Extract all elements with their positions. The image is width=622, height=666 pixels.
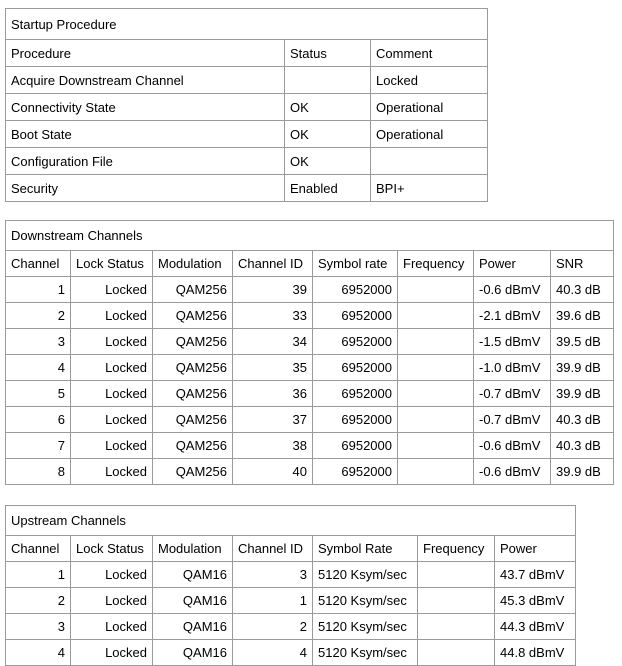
upstream-cell-channel: 1: [6, 562, 71, 588]
upstream-header-lock-status: Lock Status: [71, 536, 153, 562]
startup-table-title: Startup Procedure: [6, 9, 488, 40]
upstream-header-symbol-rate: Symbol Rate: [313, 536, 418, 562]
downstream-header-power: Power: [474, 251, 551, 277]
startup-procedure-table: [5, 8, 488, 202]
startup-header-row: [6, 40, 488, 67]
downstream-cell-channel-id: 34: [233, 329, 313, 355]
downstream-cell-channel: 3: [6, 329, 71, 355]
downstream-cell-frequency: [398, 407, 474, 433]
upstream-header-power: Power: [495, 536, 576, 562]
startup-cell-status: OK: [285, 94, 371, 121]
table-row: [6, 381, 614, 407]
downstream-cell-symbol-rate: 6952000: [313, 329, 398, 355]
startup-cell-comment: Locked: [371, 67, 488, 94]
table-row: [6, 614, 576, 640]
downstream-cell-snr: 40.3 dB: [551, 277, 614, 303]
startup-cell-procedure: Acquire Downstream Channel: [6, 67, 285, 94]
downstream-cell-symbol-rate: 6952000: [313, 407, 398, 433]
upstream-cell-frequency: [418, 588, 495, 614]
upstream-header-modulation: Modulation: [153, 536, 233, 562]
startup-cell-status: OK: [285, 148, 371, 175]
downstream-cell-channel: 7: [6, 433, 71, 459]
downstream-cell-modulation: QAM256: [153, 277, 233, 303]
downstream-cell-channel: 8: [6, 459, 71, 485]
downstream-cell-lock-status: Locked: [71, 433, 153, 459]
upstream-table-title: Upstream Channels: [6, 506, 576, 536]
table-row: [6, 94, 488, 121]
upstream-cell-frequency: [418, 614, 495, 640]
upstream-header-channel: Channel: [6, 536, 71, 562]
startup-header-status: Status: [285, 40, 371, 67]
table-row: [6, 407, 614, 433]
startup-cell-comment: Operational: [371, 121, 488, 148]
upstream-title-row: [6, 506, 576, 536]
downstream-header-modulation: Modulation: [153, 251, 233, 277]
downstream-cell-channel-id: 33: [233, 303, 313, 329]
downstream-cell-snr: 39.9 dB: [551, 355, 614, 381]
downstream-cell-snr: 39.9 dB: [551, 459, 614, 485]
upstream-cell-power: 45.3 dBmV: [495, 588, 576, 614]
downstream-cell-symbol-rate: 6952000: [313, 381, 398, 407]
table-row: [6, 121, 488, 148]
upstream-cell-lock-status: Locked: [71, 640, 153, 666]
upstream-cell-modulation: QAM16: [153, 588, 233, 614]
downstream-header-channel-id: Channel ID: [233, 251, 313, 277]
upstream-cell-power: 43.7 dBmV: [495, 562, 576, 588]
startup-cell-procedure: Connectivity State: [6, 94, 285, 121]
upstream-cell-frequency: [418, 640, 495, 666]
upstream-cell-channel-id: 3: [233, 562, 313, 588]
downstream-cell-frequency: [398, 355, 474, 381]
upstream-header-frequency: Frequency: [418, 536, 495, 562]
table-row: [6, 303, 614, 329]
upstream-cell-channel: 3: [6, 614, 71, 640]
upstream-cell-frequency: [418, 562, 495, 588]
downstream-cell-snr: 40.3 dB: [551, 433, 614, 459]
table-row: [6, 588, 576, 614]
upstream-cell-lock-status: Locked: [71, 588, 153, 614]
downstream-header-row: [6, 251, 614, 277]
downstream-cell-channel: 6: [6, 407, 71, 433]
downstream-header-channel: Channel: [6, 251, 71, 277]
downstream-cell-frequency: [398, 329, 474, 355]
downstream-cell-channel-id: 40: [233, 459, 313, 485]
downstream-cell-power: -0.6 dBmV: [474, 433, 551, 459]
upstream-cell-modulation: QAM16: [153, 640, 233, 666]
downstream-cell-power: -2.1 dBmV: [474, 303, 551, 329]
upstream-cell-power: 44.3 dBmV: [495, 614, 576, 640]
startup-cell-status: [285, 67, 371, 94]
downstream-cell-lock-status: Locked: [71, 303, 153, 329]
downstream-cell-lock-status: Locked: [71, 355, 153, 381]
upstream-cell-lock-status: Locked: [71, 614, 153, 640]
startup-header-comment: Comment: [371, 40, 488, 67]
startup-cell-comment: BPI+: [371, 175, 488, 202]
section-gap: [5, 202, 622, 220]
downstream-table-title: Downstream Channels: [6, 221, 614, 251]
startup-title-row: [6, 9, 488, 40]
table-row: [6, 329, 614, 355]
downstream-cell-power: -0.7 dBmV: [474, 407, 551, 433]
downstream-cell-power: -1.5 dBmV: [474, 329, 551, 355]
downstream-cell-lock-status: Locked: [71, 459, 153, 485]
table-row: [6, 148, 488, 175]
startup-cell-procedure: Security: [6, 175, 285, 202]
table-row: [6, 562, 576, 588]
downstream-cell-lock-status: Locked: [71, 381, 153, 407]
downstream-cell-frequency: [398, 433, 474, 459]
startup-cell-status: Enabled: [285, 175, 371, 202]
downstream-cell-frequency: [398, 303, 474, 329]
downstream-cell-frequency: [398, 381, 474, 407]
table-row: [6, 459, 614, 485]
upstream-cell-modulation: QAM16: [153, 614, 233, 640]
downstream-header-snr: SNR: [551, 251, 614, 277]
upstream-cell-symbol-rate: 5120 Ksym/sec: [313, 588, 418, 614]
downstream-cell-channel-id: 37: [233, 407, 313, 433]
downstream-cell-power: -0.6 dBmV: [474, 277, 551, 303]
downstream-header-frequency: Frequency: [398, 251, 474, 277]
upstream-header-channel-id: Channel ID: [233, 536, 313, 562]
downstream-cell-frequency: [398, 459, 474, 485]
downstream-cell-channel-id: 39: [233, 277, 313, 303]
downstream-header-symbol-rate: Symbol rate: [313, 251, 398, 277]
table-row: [6, 175, 488, 202]
upstream-cell-channel-id: 1: [233, 588, 313, 614]
startup-cell-status: OK: [285, 121, 371, 148]
upstream-cell-modulation: QAM16: [153, 562, 233, 588]
downstream-cell-channel-id: 35: [233, 355, 313, 381]
upstream-cell-power: 44.8 dBmV: [495, 640, 576, 666]
downstream-cell-power: -0.6 dBmV: [474, 459, 551, 485]
upstream-cell-channel: 2: [6, 588, 71, 614]
downstream-cell-symbol-rate: 6952000: [313, 277, 398, 303]
upstream-cell-lock-status: Locked: [71, 562, 153, 588]
downstream-cell-modulation: QAM256: [153, 407, 233, 433]
downstream-channels-table: [5, 220, 614, 485]
table-row: [6, 67, 488, 94]
downstream-cell-channel: 4: [6, 355, 71, 381]
table-row: [6, 433, 614, 459]
downstream-cell-snr: 39.6 dB: [551, 303, 614, 329]
downstream-cell-symbol-rate: 6952000: [313, 433, 398, 459]
upstream-channels-table: [5, 505, 576, 666]
downstream-cell-modulation: QAM256: [153, 329, 233, 355]
downstream-cell-lock-status: Locked: [71, 277, 153, 303]
table-row: [6, 277, 614, 303]
downstream-title-row: [6, 221, 614, 251]
upstream-cell-symbol-rate: 5120 Ksym/sec: [313, 640, 418, 666]
upstream-cell-channel-id: 2: [233, 614, 313, 640]
startup-cell-procedure: Boot State: [6, 121, 285, 148]
downstream-cell-snr: 39.9 dB: [551, 381, 614, 407]
downstream-cell-symbol-rate: 6952000: [313, 303, 398, 329]
downstream-cell-modulation: QAM256: [153, 459, 233, 485]
downstream-cell-lock-status: Locked: [71, 329, 153, 355]
startup-cell-comment: [371, 148, 488, 175]
upstream-cell-symbol-rate: 5120 Ksym/sec: [313, 562, 418, 588]
upstream-cell-symbol-rate: 5120 Ksym/sec: [313, 614, 418, 640]
downstream-cell-power: -1.0 dBmV: [474, 355, 551, 381]
downstream-cell-frequency: [398, 277, 474, 303]
downstream-cell-symbol-rate: 6952000: [313, 459, 398, 485]
startup-cell-comment: Operational: [371, 94, 488, 121]
downstream-cell-channel: 2: [6, 303, 71, 329]
upstream-cell-channel-id: 4: [233, 640, 313, 666]
downstream-cell-channel-id: 38: [233, 433, 313, 459]
downstream-cell-modulation: QAM256: [153, 433, 233, 459]
downstream-cell-channel: 1: [6, 277, 71, 303]
downstream-header-lock-status: Lock Status: [71, 251, 153, 277]
downstream-cell-snr: 40.3 dB: [551, 407, 614, 433]
downstream-cell-symbol-rate: 6952000: [313, 355, 398, 381]
table-row: [6, 355, 614, 381]
downstream-cell-power: -0.7 dBmV: [474, 381, 551, 407]
downstream-cell-channel: 5: [6, 381, 71, 407]
section-gap: [5, 485, 622, 505]
startup-header-procedure: Procedure: [6, 40, 285, 67]
downstream-cell-snr: 39.5 dB: [551, 329, 614, 355]
downstream-cell-channel-id: 36: [233, 381, 313, 407]
upstream-cell-channel: 4: [6, 640, 71, 666]
downstream-cell-modulation: QAM256: [153, 303, 233, 329]
downstream-cell-lock-status: Locked: [71, 407, 153, 433]
table-row: [6, 640, 576, 666]
downstream-cell-modulation: QAM256: [153, 381, 233, 407]
startup-cell-procedure: Configuration File: [6, 148, 285, 175]
downstream-cell-modulation: QAM256: [153, 355, 233, 381]
upstream-header-row: [6, 536, 576, 562]
